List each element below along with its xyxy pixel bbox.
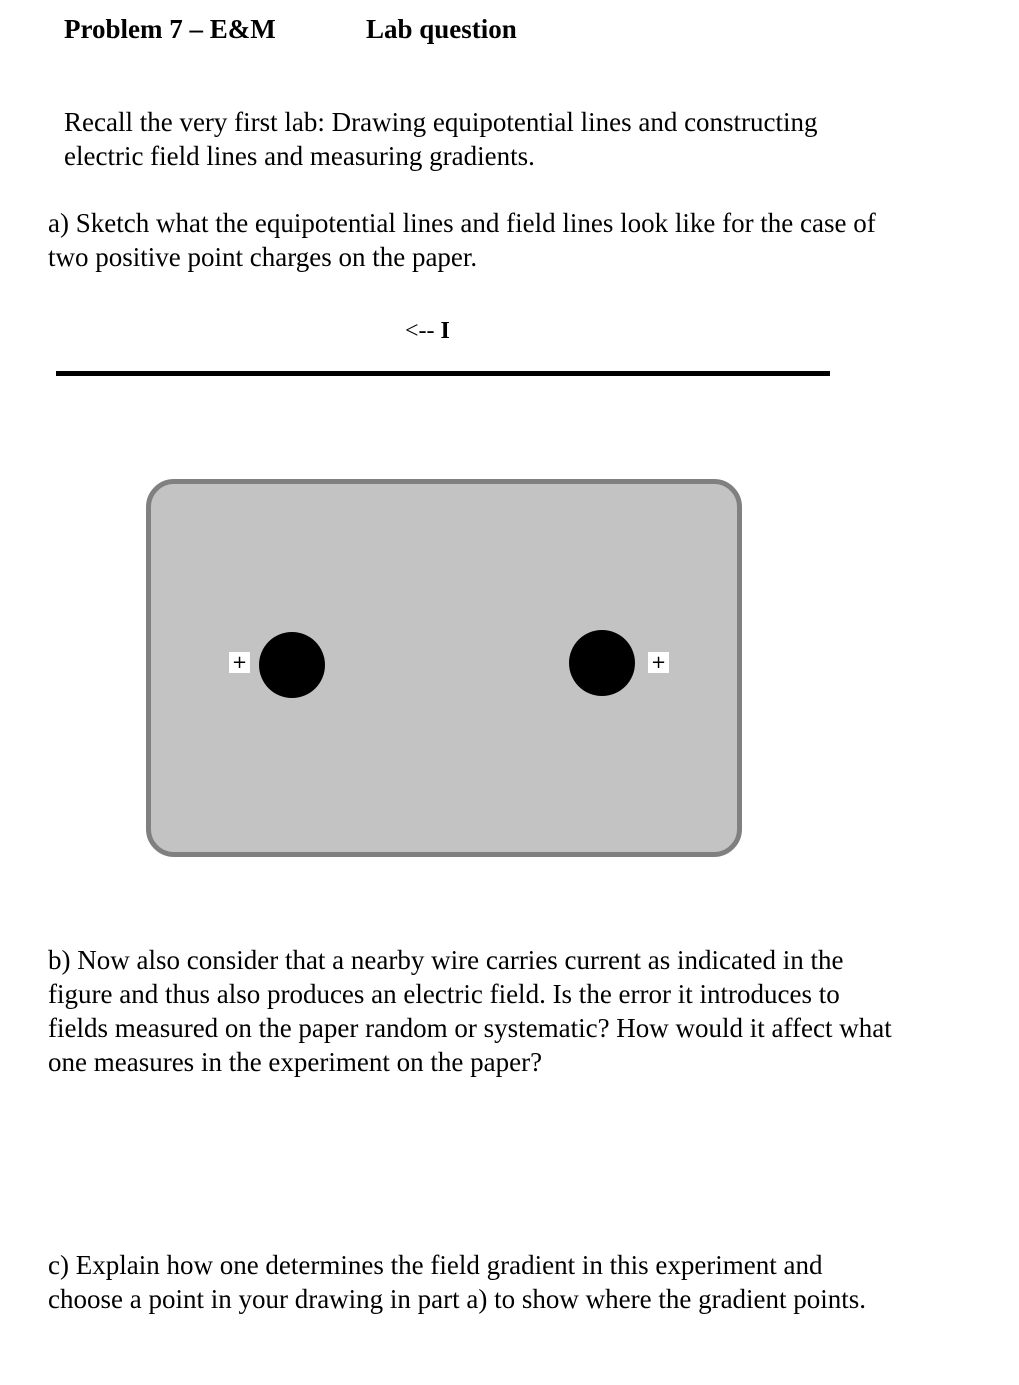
intro-line: Recall the very first lab: Drawing equipotential lines and constructing [64,107,818,137]
part-a-line: a) Sketch what the equipotential lines and field lines look like for the case of [48,208,876,238]
point-charge-right [569,630,635,696]
intro-paragraph [64,105,818,173]
current-label [405,318,450,345]
part-c-line: choose a point in your drawing in part a) to show where the gradient points. [48,1284,867,1314]
problem-subtitle: Lab question [366,14,517,44]
point-charge-left [259,632,325,698]
current-direction-arrow: <-- [405,318,435,344]
part-a-question [48,206,876,274]
part-a-line: two positive point charges on the paper. [48,242,478,272]
part-b-line: b) Now also consider that a nearby wire carries current as indicated in the [48,945,844,975]
conducting-paper [146,479,742,857]
plus-sign-left: + [229,652,250,673]
part-c-line: c) Explain how one determines the field gradient in this experiment and [48,1250,823,1280]
intro-line: electric field lines and measuring gradients. [64,141,535,171]
part-b-line: fields measured on the paper random or systematic? How would it affect what [48,1013,892,1043]
plus-sign-right: + [648,652,669,673]
current-symbol: I [440,318,450,344]
part-c-question [48,1248,866,1316]
part-b-line: one measures in the experiment on the paper? [48,1047,543,1077]
current-carrying-wire [56,371,830,376]
part-b-line: figure and thus also produces an electric field. Is the error it introduces to [48,979,840,1009]
problem-title: Problem 7 – E&M [64,14,276,44]
part-b-question [48,943,892,1079]
